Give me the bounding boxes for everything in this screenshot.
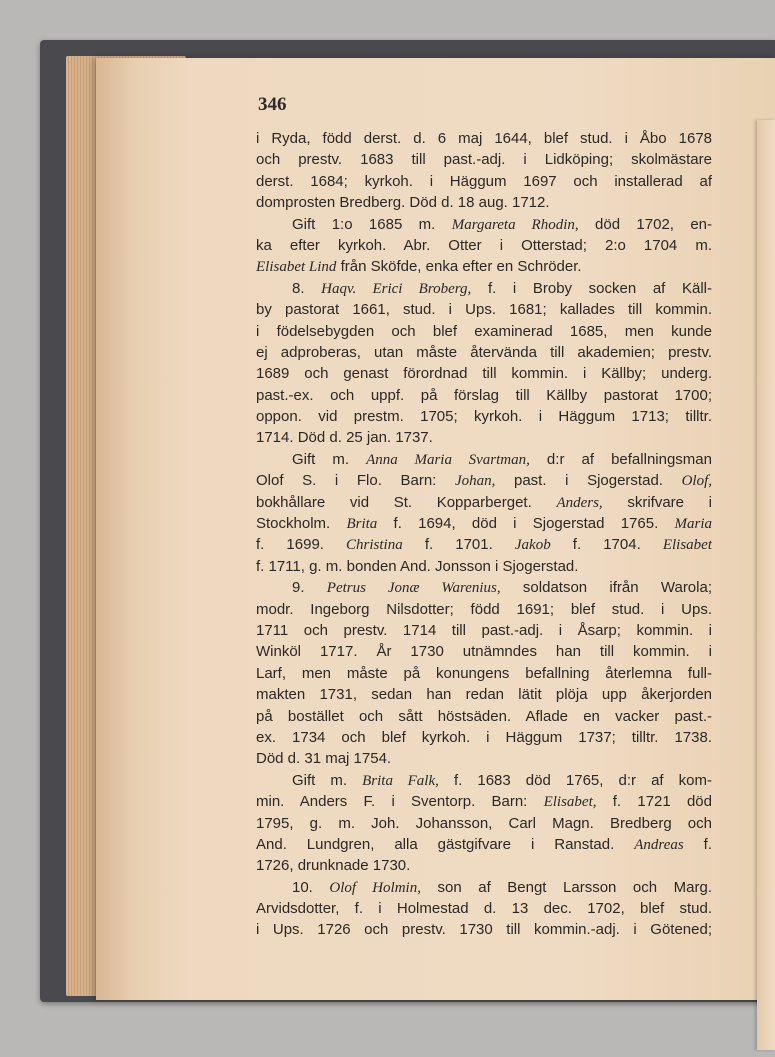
text-segment: f. 1704. bbox=[550, 536, 663, 554]
text-segment: och prestv. 1683 till past.-adj. i Lidköping; skolmästare bbox=[256, 151, 712, 169]
italic-name: Brita bbox=[346, 516, 378, 533]
text-line bbox=[256, 363, 712, 384]
text-segment: 1689 och genast förordnad till kommin. i Källby; underg. bbox=[256, 365, 712, 383]
text-segment: i Ups. 1726 och prestv. 1730 till kommin.-adj. i Götened; bbox=[256, 921, 712, 939]
text-segment: ej adproberas, utan måste återvända till akademien; prestv. bbox=[256, 343, 712, 361]
italic-name: Anna Maria Svartman, bbox=[366, 451, 530, 468]
text-segment: f. 1721 död bbox=[596, 793, 712, 811]
text-line bbox=[256, 278, 712, 299]
text-segment: Gift m. bbox=[292, 450, 367, 468]
text-line bbox=[256, 299, 712, 320]
text-segment: f. i Broby socken af Käll- bbox=[471, 279, 712, 297]
text-segment: past. i Sjogerstad. bbox=[495, 472, 682, 490]
text-line bbox=[256, 342, 712, 363]
text-segment: Arvidsdotter, f. i Holmestad d. 13 dec. 1702, blef stud. bbox=[256, 900, 712, 918]
text-segment: 8. bbox=[292, 279, 322, 297]
text-line bbox=[256, 620, 712, 641]
italic-name: Olof, bbox=[681, 473, 712, 490]
text-line bbox=[256, 834, 712, 855]
text-line bbox=[256, 684, 712, 705]
italic-name: Margareta Rhodin, bbox=[451, 216, 579, 233]
text-segment: 9. bbox=[292, 579, 327, 597]
text-segment: 1726, drunknade 1730. bbox=[256, 857, 411, 875]
text-line bbox=[256, 770, 712, 791]
text-segment: modr. Ingeborg Nilsdotter; född 1691; blef stud. i Ups. bbox=[256, 600, 712, 618]
text-line bbox=[256, 470, 712, 491]
text-segment: Död d. 31 maj 1754. bbox=[256, 750, 392, 768]
text-segment: f. bbox=[683, 835, 712, 853]
text-line bbox=[256, 256, 712, 277]
text-segment: från Sköfde, enka efter en Schröder. bbox=[336, 258, 582, 276]
text-line bbox=[256, 128, 712, 149]
italic-name: Olof Holmin, bbox=[329, 879, 421, 896]
text-line bbox=[256, 813, 712, 834]
text-segment: på bostället och sått höstsäden. Aflade en vacker past.- bbox=[256, 707, 712, 725]
text-line bbox=[256, 321, 712, 342]
text-segment: son af Bengt Larsson och Marg. bbox=[420, 878, 712, 896]
italic-name: Brita Falk, bbox=[362, 772, 439, 789]
text-segment: makten 1731, sedan han redan lätit plöja upp åkerjorden bbox=[256, 686, 712, 704]
text-line bbox=[256, 727, 712, 748]
italic-name: Petrus Jonæ Warenius, bbox=[326, 580, 501, 597]
text-line bbox=[256, 171, 712, 192]
text-line bbox=[256, 898, 712, 919]
text-segment: 10. bbox=[292, 878, 330, 896]
text-segment: f. 1694, död i Sjogerstad 1765. bbox=[377, 515, 675, 533]
text-segment: domprosten Bredberg. Död d. 18 aug. 1712. bbox=[256, 194, 550, 212]
text-line bbox=[256, 556, 712, 577]
text-segment: 1795, g. m. Joh. Johansson, Carl Magn. Bredberg och bbox=[256, 814, 712, 832]
italic-name: Elisabet, bbox=[543, 794, 597, 811]
italic-name: Elisabet bbox=[662, 537, 712, 554]
text-segment: 1711 och prestv. 1714 till past.-adj. i Åsarp; kommin. i bbox=[256, 621, 712, 639]
text-line bbox=[256, 599, 712, 620]
text-line bbox=[256, 192, 712, 213]
text-line bbox=[256, 663, 712, 684]
italic-name: Anders, bbox=[556, 494, 603, 511]
text-line bbox=[256, 919, 712, 940]
next-page-edge bbox=[757, 120, 775, 1050]
text-line bbox=[256, 877, 712, 898]
italic-name: Maria bbox=[674, 516, 712, 533]
text-segment: f. 1699. bbox=[256, 536, 347, 554]
text-segment: ka efter kyrkoh. Abr. Otter i Otterstad; 2:o 1704 m. bbox=[256, 236, 712, 254]
text-segment: f. 1711, g. m. bonden And. Jonsson i Sjogerstad. bbox=[256, 557, 579, 575]
text-line bbox=[256, 706, 712, 727]
text-line bbox=[256, 534, 712, 555]
text-segment: oppon. vid prestm. 1705; kyrkoh. i Häggum 1713; tilltr. bbox=[256, 408, 712, 426]
italic-name: Andreas bbox=[634, 836, 684, 853]
text-line bbox=[256, 492, 712, 513]
text-line bbox=[256, 641, 712, 662]
text-segment: Olof S. i Flo. Barn: bbox=[256, 472, 455, 490]
text-line bbox=[256, 855, 712, 876]
text-segment: by pastorat 1661, stud. i Ups. 1681; kallades till kommin. bbox=[256, 301, 712, 319]
text-line bbox=[256, 406, 712, 427]
text-segment: 1714. Död d. 25 jan. 1737. bbox=[256, 429, 433, 447]
text-line bbox=[256, 791, 712, 812]
text-line bbox=[256, 748, 712, 769]
italic-name: Christina bbox=[346, 537, 403, 554]
text-segment: i födelsebygden och blef examinerad 1685, men kunde bbox=[256, 322, 712, 340]
text-line bbox=[256, 235, 712, 256]
text-segment: f. 1683 död 1765, d:r af kom- bbox=[438, 771, 712, 789]
text-segment: derst. 1684; kyrkoh. i Häggum 1697 och installerad af bbox=[256, 172, 712, 190]
italic-name: Jakob bbox=[514, 537, 551, 554]
text-line bbox=[256, 513, 712, 534]
text-line bbox=[256, 449, 712, 470]
text-segment: d:r af befallningsman bbox=[529, 450, 712, 468]
text-segment: Gift 1:o 1685 m. bbox=[292, 215, 452, 233]
text-line bbox=[256, 214, 712, 235]
italic-name: Haqv. Erici Broberg, bbox=[321, 280, 472, 297]
text-segment: Stockholm. bbox=[256, 515, 347, 533]
text-segment: bokhållare vid St. Kopparberget. bbox=[256, 493, 557, 511]
text-segment: past.-ex. och uppf. på förslag till Källby pastorat 1700; bbox=[256, 386, 712, 404]
italic-name: Johan, bbox=[454, 473, 496, 490]
text-segment: Larf, men måste på konungens befallning återlemna full- bbox=[256, 664, 712, 682]
text-line bbox=[256, 385, 712, 406]
body-text bbox=[256, 128, 712, 941]
text-segment: i Ryda, född derst. d. 6 maj 1644, blef stud. i Åbo 1678 bbox=[256, 130, 712, 147]
text-segment: ex. 1734 och blef kyrkoh. i Häggum 1737; tilltr. 1738. bbox=[256, 728, 712, 746]
text-line bbox=[256, 149, 712, 170]
text-segment: soldatson ifrån Warola; bbox=[500, 579, 712, 597]
text-segment: Gift m. bbox=[292, 771, 363, 789]
italic-name: Elisabet Lind bbox=[256, 259, 337, 276]
text-line bbox=[256, 427, 712, 448]
page-number: 346 bbox=[258, 94, 287, 115]
text-segment: f. 1701. bbox=[402, 536, 515, 554]
text-line bbox=[256, 577, 712, 598]
text-segment: And. Lundgren, alla gästgifvare i Ranstad. bbox=[256, 835, 635, 853]
text-segment: Winköl 1717. År 1730 utnämndes han till kommin. i bbox=[256, 643, 712, 661]
text-segment: min. Anders F. i Sventorp. Barn: bbox=[256, 793, 544, 811]
text-segment: död 1702, en- bbox=[578, 215, 712, 233]
text-segment: skrifvare i bbox=[602, 493, 712, 511]
